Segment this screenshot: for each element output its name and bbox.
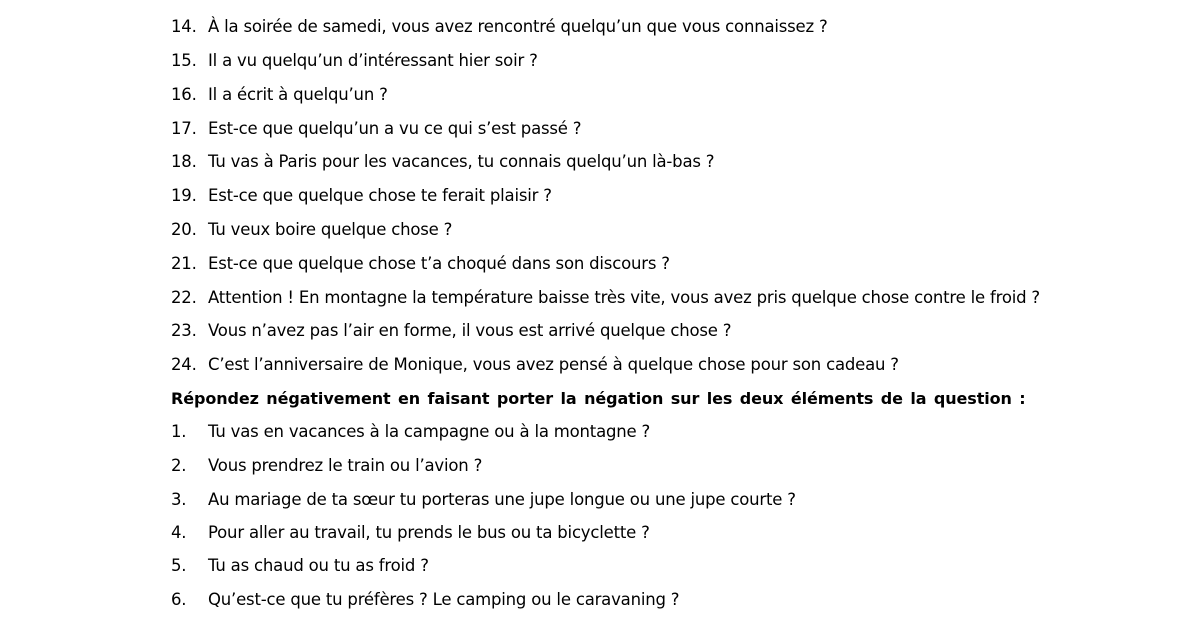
item-text: Tu vas à Paris pour les vacances, tu connais quelqu’un là-bas ? — [208, 152, 715, 171]
list-item — [171, 83, 388, 107]
section-heading: Répondez négativement en faisant porter la négation sur les deux éléments de la question : — [171, 389, 1026, 408]
item-text: Vous prendrez le train ou l’avion ? — [208, 456, 483, 475]
item-text: Est-ce que quelque chose te ferait plaisir ? — [208, 186, 552, 205]
item-text: Tu veux boire quelque chose ? — [208, 220, 453, 239]
item-number: 14. — [171, 17, 197, 36]
item-number: 17. — [171, 119, 197, 138]
list-item — [171, 15, 828, 39]
item-text: Pour aller au travail, tu prends le bus ou ta bicyclette ? — [208, 523, 650, 542]
list-item — [171, 521, 650, 545]
list-item — [171, 150, 714, 174]
item-number: 4. — [171, 523, 187, 542]
item-text: C’est l’anniversaire de Monique, vous avez pensé à quelque chose pour son cadeau ? — [208, 355, 899, 374]
item-text: Tu as chaud ou tu as froid ? — [208, 556, 429, 575]
item-number: 5. — [171, 556, 187, 575]
list-item — [171, 319, 731, 343]
list-item — [171, 117, 581, 141]
item-number: 6. — [171, 590, 187, 609]
list-item — [171, 588, 679, 612]
item-text: Est-ce que quelqu’un a vu ce qui s’est passé ? — [208, 119, 582, 138]
item-number: 16. — [171, 85, 197, 104]
list-item — [171, 218, 452, 242]
list-item — [171, 252, 670, 276]
item-text: Est-ce que quelque chose t’a choqué dans son discours ? — [208, 254, 670, 273]
item-text: Il a vu quelqu’un d’intéressant hier soir ? — [208, 51, 538, 70]
item-text: Vous n’avez pas l’air en forme, il vous est arrivé quelque chose ? — [208, 321, 732, 340]
list-item — [171, 353, 899, 377]
list-item — [171, 286, 1040, 310]
list-item — [171, 49, 538, 73]
item-number: 19. — [171, 186, 197, 205]
item-number: 20. — [171, 220, 197, 239]
item-text: Au mariage de ta sœur tu porteras une jupe longue ou une jupe courte ? — [208, 490, 796, 509]
item-text: Qu’est-ce que tu préfères ? Le camping ou le caravaning ? — [208, 590, 680, 609]
item-number: 21. — [171, 254, 197, 273]
item-text: Attention ! En montagne la température baisse très vite, vous avez pris quelque chose contre le froid ? — [208, 288, 1040, 307]
list-item — [171, 454, 482, 478]
item-number: 22. — [171, 288, 197, 307]
item-text: À la soirée de samedi, vous avez rencontré quelqu’un que vous connaissez ? — [208, 17, 828, 36]
item-number: 1. — [171, 422, 187, 441]
item-number: 23. — [171, 321, 197, 340]
list-item — [171, 488, 796, 512]
item-number: 24. — [171, 355, 197, 374]
item-number: 18. — [171, 152, 197, 171]
list-item — [171, 420, 650, 444]
item-number: 15. — [171, 51, 197, 70]
item-text: Tu vas en vacances à la campagne ou à la montagne ? — [208, 422, 651, 441]
item-number: 2. — [171, 456, 187, 475]
item-text: Il a écrit à quelqu’un ? — [208, 85, 388, 104]
list-item — [171, 554, 429, 578]
list-item — [171, 184, 552, 208]
item-number: 3. — [171, 490, 187, 509]
